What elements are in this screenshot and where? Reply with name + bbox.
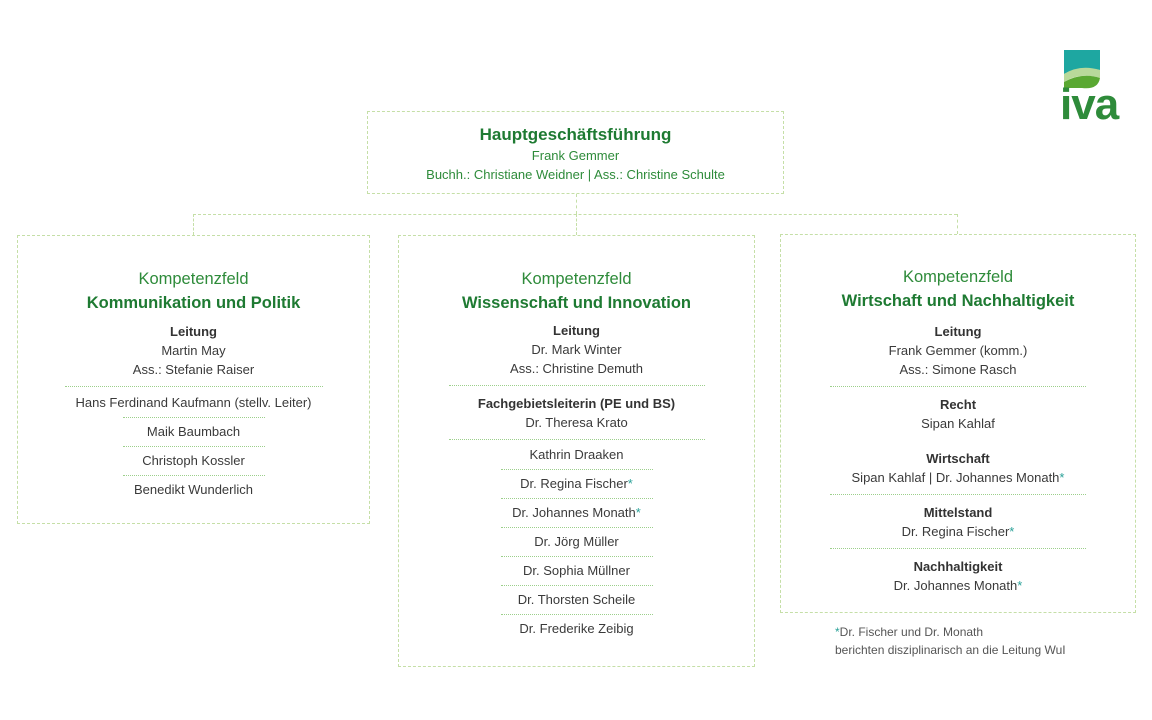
member-item: Dr. Frederike Zeibig: [519, 621, 634, 636]
management-staff: Buchh.: Christiane Weidner | Ass.: Christine Schulte: [426, 167, 725, 182]
fachgebiet-label: Fachgebietsleiterin (PE und BS): [477, 396, 676, 411]
member-item: Dr. Regina Fischer*: [520, 476, 633, 491]
separator: [830, 548, 1086, 549]
department-kf-label: Kompetenzfeld: [521, 270, 632, 288]
management-box: [367, 111, 784, 194]
management-title: Hauptgeschäftsführung: [479, 125, 672, 144]
asterisk-marker: *: [635, 505, 641, 520]
separator: [449, 439, 705, 440]
iva-logo: [1058, 46, 1138, 130]
separator: [830, 386, 1086, 387]
asterisk-marker: *: [1009, 524, 1015, 539]
member-item: Dr. Thorsten Scheile: [517, 592, 636, 607]
connector-horizontal: [193, 214, 957, 215]
department-box-wirtschaft: [780, 234, 1136, 613]
member-item: Christoph Kossler: [142, 453, 245, 468]
member-item: Kathrin Draaken: [529, 447, 624, 462]
asterisk-marker: *: [1059, 470, 1065, 485]
leitung-name: Dr. Mark Winter: [531, 342, 622, 357]
member-item: Hans Ferdinand Kaufmann (stellv. Leiter): [75, 395, 312, 410]
leitung-name: Martin May: [161, 343, 226, 358]
connector-vertical-top: [576, 194, 577, 214]
recht-name: Sipan Kahlaf: [921, 416, 995, 431]
member-item: Maik Baumbach: [146, 424, 241, 439]
asterisk-marker: *: [627, 476, 633, 491]
mittelstand-name: Dr. Regina Fischer*: [901, 524, 1015, 539]
member-item: Dr. Johannes Monath*: [512, 505, 641, 520]
assistant-name: Ass.: Stefanie Raiser: [132, 362, 255, 377]
footnote-line2: berichten disziplinarisch an die Leitung WuI: [835, 643, 1066, 657]
member-item: Benedikt Wunderlich: [134, 482, 253, 497]
leitung-label: Leitung: [934, 324, 982, 339]
management-name: Frank Gemmer: [531, 148, 620, 163]
recht-label: Recht: [939, 397, 977, 412]
department-title: Wirtschaft und Nachhaltigkeit: [841, 292, 1075, 310]
leitung-label: Leitung: [553, 323, 600, 338]
department-kf-label: Kompetenzfeld: [902, 268, 1014, 286]
mittelstand-label: Mittelstand: [923, 505, 993, 520]
footnote: [835, 623, 1066, 659]
asterisk-marker: *: [1017, 578, 1023, 593]
separator: [65, 386, 323, 387]
assistant-name: Ass.: Christine Demuth: [510, 361, 643, 376]
department-title: Wissenschaft und Innovation: [461, 294, 692, 312]
assistant-name: Ass.: Simone Rasch: [899, 362, 1017, 377]
separator: [449, 385, 705, 386]
asterisk-marker: *: [835, 625, 840, 639]
nachhaltigkeit-name: Dr. Johannes Monath*: [893, 578, 1023, 593]
wirtschaft-label: Wirtschaft: [926, 451, 990, 466]
fachgebiet-name: Dr. Theresa Krato: [525, 415, 628, 430]
separator: [830, 494, 1086, 495]
connector-right: [957, 214, 958, 234]
wirtschaft-names: Sipan Kahlaf | Dr. Johannes Monath*: [851, 470, 1065, 485]
connector-center: [576, 214, 577, 235]
member-item: Dr. Jörg Müller: [534, 534, 619, 549]
department-box-wissenschaft: [398, 235, 755, 667]
iva-logo-text: iva: [1060, 80, 1119, 129]
member-item: Dr. Sophia Müllner: [523, 563, 630, 578]
nachhaltigkeit-label: Nachhaltigkeit: [913, 559, 1003, 574]
connector-left: [193, 214, 194, 235]
department-kf-label: Kompetenzfeld: [138, 270, 249, 288]
leitung-label: Leitung: [170, 324, 217, 339]
footnote-line1: *Dr. Fischer und Dr. Monath: [835, 625, 984, 639]
department-box-kommunikation: [17, 235, 370, 524]
department-title: Kommunikation und Politik: [86, 294, 301, 312]
leitung-name: Frank Gemmer (komm.): [888, 343, 1028, 358]
